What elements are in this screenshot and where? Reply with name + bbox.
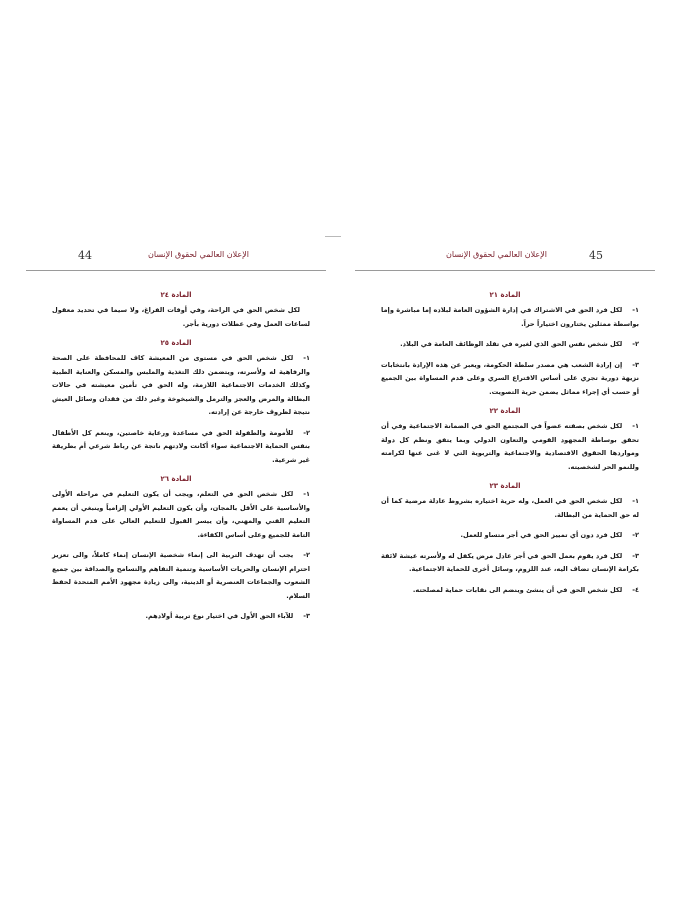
clause-number: ٤-	[632, 585, 639, 594]
clause-number: ٢-	[303, 428, 310, 437]
clause-number: ١-	[632, 497, 639, 505]
clause-text: لكل شخص الحق في أن ينشئ وينضم الى نقابات حماية لمصلحته.	[412, 585, 623, 594]
article-heading: المادة ٢٤	[160, 291, 192, 299]
article-clause	[52, 304, 310, 331]
clause-number: ١-	[632, 306, 639, 314]
article-clause	[52, 427, 310, 468]
article-heading: المادة ٢٥	[160, 339, 192, 347]
page-header	[26, 248, 326, 271]
clause-text: لكل فرد دون أي تمييز الحق في أجر متساو للعمل.	[460, 531, 623, 539]
article-clause	[381, 584, 639, 598]
article-clause	[381, 495, 639, 522]
page-body	[26, 291, 326, 624]
running-title: الإعلان العالمي لحقوق الإنسان	[148, 250, 249, 259]
left-page	[26, 248, 326, 648]
article-heading: المادة ٢٢	[489, 407, 521, 415]
clause-text: للأمومة والطفولة الحق في مساعدة ورعاية خاصتين، وينعم كل الأطفال بنفس الحماية الاجتماعية سواء أكانت ولادتهم ناتجة عن رباط شرعي أم بطريقة غير شرعية.	[52, 428, 310, 464]
article-clause	[381, 420, 639, 474]
article-clause	[52, 352, 310, 420]
clause-number: ٣-	[632, 360, 639, 369]
article-clause	[381, 529, 639, 543]
article-heading: المادة ٢٦	[160, 475, 192, 483]
clause-number: ٢-	[303, 551, 310, 559]
page-number: 45	[589, 249, 603, 262]
clause-text: إن إرادة الشعب هي مصدر سلطة الحكومة، ويعبر عن هذه الإرادة بانتخابات نزيهة دورية تجري على أساس الاقتراع السري وعلى قدم المساواة بين الجميع أو حسب أي إجراء مماثل يضمن حرية التصويت.	[381, 360, 639, 396]
article-clause	[381, 359, 639, 400]
clause-number: ١-	[632, 422, 639, 430]
article-heading: المادة ٢١	[489, 291, 521, 299]
article-clause	[381, 304, 639, 331]
right-page	[355, 248, 655, 648]
clause-number: ٢-	[632, 531, 639, 539]
page-body	[355, 291, 655, 597]
clause-number: ٣-	[632, 551, 639, 560]
clause-text: لكل شخص الحق في التعلم، ويجب أن يكون التعليم في مراحله الأولى والأساسية على الأقل بالمجان، وأن يكون التعليم الأولي إلزامياً وينبغي أن يعمم التعليم الفني والمهني، وأن ييسر القبول للتعليم العالي على قدم المساواة التامة للجميع وعلى أساس الكفاءة.	[52, 490, 310, 539]
article-clause	[52, 610, 310, 624]
clause-text: لكل فرد يقوم بعمل الحق في أجر عادل مرض يكفل له ولأسرته عيشة لائقة بكرامة الإنسان تضاف اليه، عند اللزوم، وسائل أخرى للحماية الاجتماعية.	[381, 551, 639, 573]
article-clause	[381, 338, 639, 352]
article-clause	[52, 549, 310, 603]
clause-text: لكل شخص الحق في العمل، وله حرية اختياره بشروط عادلة مرضية كما أن له حق الحماية من البطالة.	[381, 497, 639, 519]
clause-number: ٢-	[632, 340, 639, 348]
clause-text: يجب أن تهدف التربية الى إنماء شخصية الإنسان إنماء كاملاً، والى تعزيز احترام الإنسان والحريات الأساسية وتنمية التفاهم والتسامح والصداقة بين جميع الشعوب والجماعات العنصرية أو الدينية، والى زيادة مجهود الأمم المتحدة لحفظ السلام.	[52, 551, 310, 600]
page-header	[355, 248, 655, 271]
clause-number: ٣-	[303, 612, 310, 620]
clause-text: لكل فرد الحق في الاشتراك في إدارة الشؤون العامة لبلاده إما مباشرة وإما بواسطة ممثلين يختارون اختياراً حراً.	[381, 306, 639, 328]
article-heading: المادة ٢٣	[489, 482, 521, 490]
clause-number: ١-	[303, 354, 310, 362]
clause-text: لكل شخص الحق في الراحة، وفي أوقات الفراغ، ولا سيما في تحديد معقول لساعات العمل وفي عطلات دورية بأجر.	[52, 306, 310, 328]
clause-text: لكل شخص الحق في مستوى من المعيشة كاف للمحافظة على الصحة والرفاهية له ولأسرته، ويتضمن ذلك التغذية والملبس والمسكن والعناية الطبية وكذلك الخدمات الاجتماعية اللازمة، وله الحق في تأمين معيشته في حالات البطالة والمرض والعجز والترمل والشيخوخة وغير ذلك من فقدان وسائل العيش نتيجة لظروف خارجة عن إرادته.	[52, 354, 310, 416]
clause-text: للآباء الحق الأول في اختيار نوع تربية أولادهم.	[145, 612, 294, 620]
clause-text: لكل شخص نفس الحق الذي لغيره في تقلد الوظائف العامة في البلاد.	[400, 340, 623, 348]
running-title: الإعلان العالمي لحقوق الإنسان	[446, 250, 547, 259]
clause-number: ١-	[303, 490, 310, 498]
article-clause	[52, 488, 310, 542]
spine-mark	[325, 236, 341, 237]
article-clause	[381, 550, 639, 577]
page-number: 44	[78, 249, 92, 262]
clause-text: لكل شخص بصفته عضواً في المجتمع الحق في الضمانة الاجتماعية وفي أن تحقق بوساطة المجهود القومي والتعاون الدولي وبما يتفق ونظم كل دولة ومواردها الحقوق الاقتصادية والاجتماعية والتربوية التي لا غنى عنها لكرامته وللنمو الحر لشخصيته.	[381, 422, 639, 471]
